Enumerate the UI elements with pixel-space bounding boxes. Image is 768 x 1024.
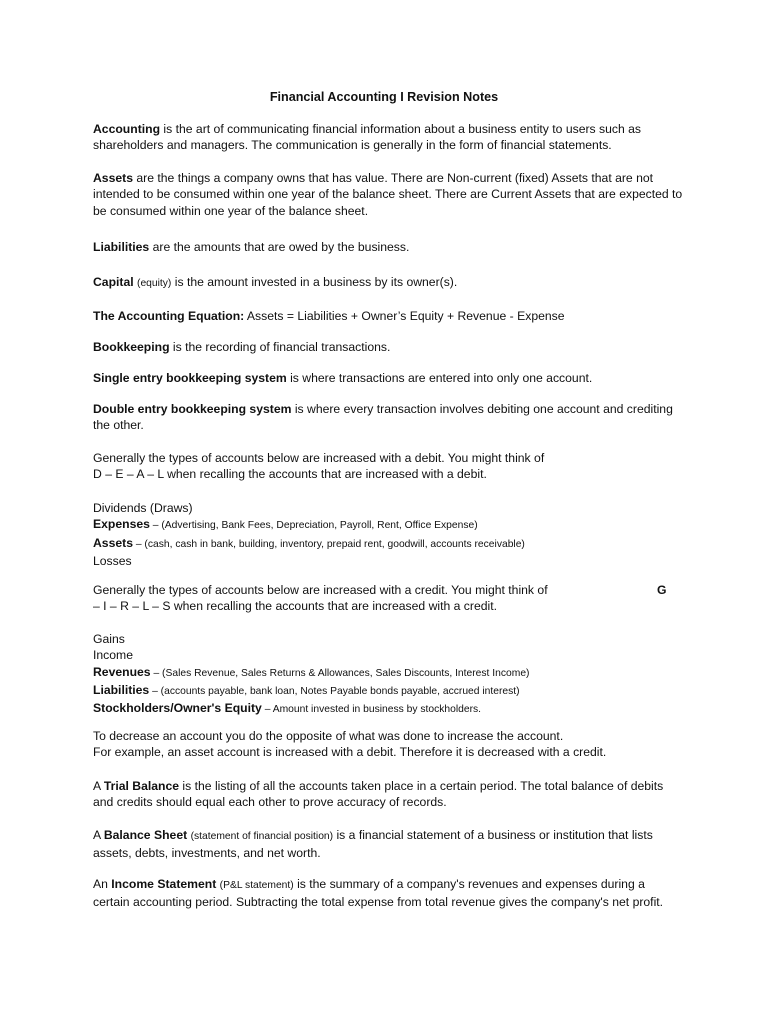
credit-intro-line2: – I – R – L – S when recalling the accounts that are increased with a credit. [93, 599, 497, 614]
list-item-term: Income [93, 648, 133, 663]
list-item [93, 500, 683, 516]
capital-definition [93, 274, 683, 292]
single-entry-text: is where transactions are entered into only one account. [286, 371, 593, 385]
balance-sheet-note: (statement of financial position) [190, 831, 334, 842]
income-statement-note: (P&L statement) [219, 880, 294, 891]
assets-term: Assets [93, 171, 133, 185]
income-statement-prefix: An [93, 877, 112, 891]
single-entry-term: Single entry bookkeeping system [93, 371, 287, 385]
balance-sheet-term: Balance Sheet [103, 828, 188, 842]
debit-intro-line2: D – E – A – L when recalling the accounts that are increased with a debit. [93, 467, 487, 482]
list-item [93, 631, 683, 647]
capital-term: Capital [93, 275, 134, 289]
list-item [93, 647, 683, 663]
list-item-term: Gains [93, 632, 125, 646]
trial-balance-prefix: A [93, 779, 104, 793]
decrease-line2: For example, an asset account is increased with a debit. Therefore it is decreased with a credit. [93, 745, 607, 760]
accounting-term: Accounting [93, 122, 161, 136]
trial-balance-text: is the listing of all the accounts taken place in a certain period. The total balance of debits and credits should equal each other to prove accuracy of records. [93, 779, 664, 810]
list-item-term: Stockholders/Owner's Equity [93, 701, 262, 716]
debit-intro [93, 450, 683, 483]
list-item-detail: – (Sales Revenue, Sales Returns & Allowances, Sales Discounts, Interest Income) [150, 667, 530, 679]
income-statement-definition [93, 876, 683, 911]
liabilities-term: Liabilities [93, 240, 150, 254]
credit-mnemonic-g: G [657, 583, 667, 597]
list-item-term: Liabilities [93, 682, 150, 697]
bookkeeping-text: is the recording of financial transactions. [169, 340, 391, 354]
equation-term: The Accounting Equation: [93, 309, 245, 323]
accounting-definition [93, 121, 683, 154]
credit-intro [93, 582, 683, 615]
credit-account-list [93, 631, 683, 718]
double-entry-term: Double entry bookkeeping system [93, 402, 292, 416]
list-item [93, 553, 683, 569]
income-statement-text: is the summary of a company's revenues and expenses during a certain accounting period. Subtracting the total expense from total revenue gives the company's net profit. [93, 877, 664, 910]
liabilities-text: are the amounts that are owed by the business. [149, 240, 410, 254]
list-item-term: Expenses [93, 517, 150, 532]
assets-definition [93, 170, 683, 219]
list-item [93, 664, 683, 682]
list-item [93, 700, 683, 718]
balance-sheet-text: is a financial statement of a business or institution that lists assets, debts, investments, and net worth. [93, 828, 653, 861]
list-item [93, 535, 683, 553]
trial-balance-definition [93, 778, 683, 811]
capital-note: (equity) [137, 278, 172, 289]
trial-balance-term: Trial Balance [103, 779, 180, 793]
liabilities-definition [93, 239, 683, 255]
single-entry-definition [93, 370, 683, 386]
page-title: Financial Accounting I Revision Notes [269, 90, 499, 104]
equation-text: Assets = Liabilities + Owner’s Equity + Revenue - Expense [244, 309, 565, 323]
assets-text: are the things a company owns that has value. There are Non-current (fixed) Assets that are not intended to be consumed within one year of the balance sheet. There are Current Assets that are expected to be consumed within one year of the balance sheet. [93, 171, 683, 218]
income-statement-term: Income Statement [111, 877, 217, 891]
list-item [93, 682, 683, 700]
debit-intro-line1: Generally the types of accounts below are increased with a debit. You might think of [93, 451, 545, 465]
accounting-text: is the art of communicating financial information about a business entity to users such as shareholders and managers. The communication is generally in the form of financial statements. [93, 122, 642, 153]
balance-sheet-definition [93, 827, 683, 862]
decrease-line1: To decrease an account you do the opposite of what was done to increase the account. [93, 729, 564, 743]
list-item-detail: – (accounts payable, bank loan, Notes Payable bonds payable, accrued interest) [149, 685, 520, 697]
list-item-detail: – Amount invested in business by stockholders. [261, 704, 482, 716]
double-entry-text: is where every transaction involves debiting one account and crediting the other. [93, 402, 673, 433]
list-item-term: Dividends (Draws) [93, 501, 193, 515]
list-item [93, 516, 683, 534]
balance-sheet-prefix: A [93, 828, 104, 842]
decrease-explanation [93, 728, 683, 761]
list-item-term: Losses [93, 553, 132, 568]
bookkeeping-definition [93, 339, 683, 355]
debit-account-list [93, 500, 683, 569]
credit-intro-line1: Generally the types of accounts below are increased with a credit. You might think of [93, 583, 548, 597]
list-item-term: Assets [93, 535, 133, 550]
bookkeeping-term: Bookkeeping [93, 340, 170, 354]
list-item-detail: – (Advertising, Bank Fees, Depreciation, Payroll, Rent, Office Expense) [149, 520, 478, 532]
double-entry-definition [93, 401, 683, 434]
capital-text: is the amount invested in a business by its owner(s). [171, 275, 458, 289]
accounting-equation [93, 308, 683, 324]
list-item-detail: – (cash, cash in bank, building, inventory, prepaid rent, goodwill, accounts receivable) [132, 538, 525, 550]
list-item-term: Revenues [93, 664, 151, 679]
